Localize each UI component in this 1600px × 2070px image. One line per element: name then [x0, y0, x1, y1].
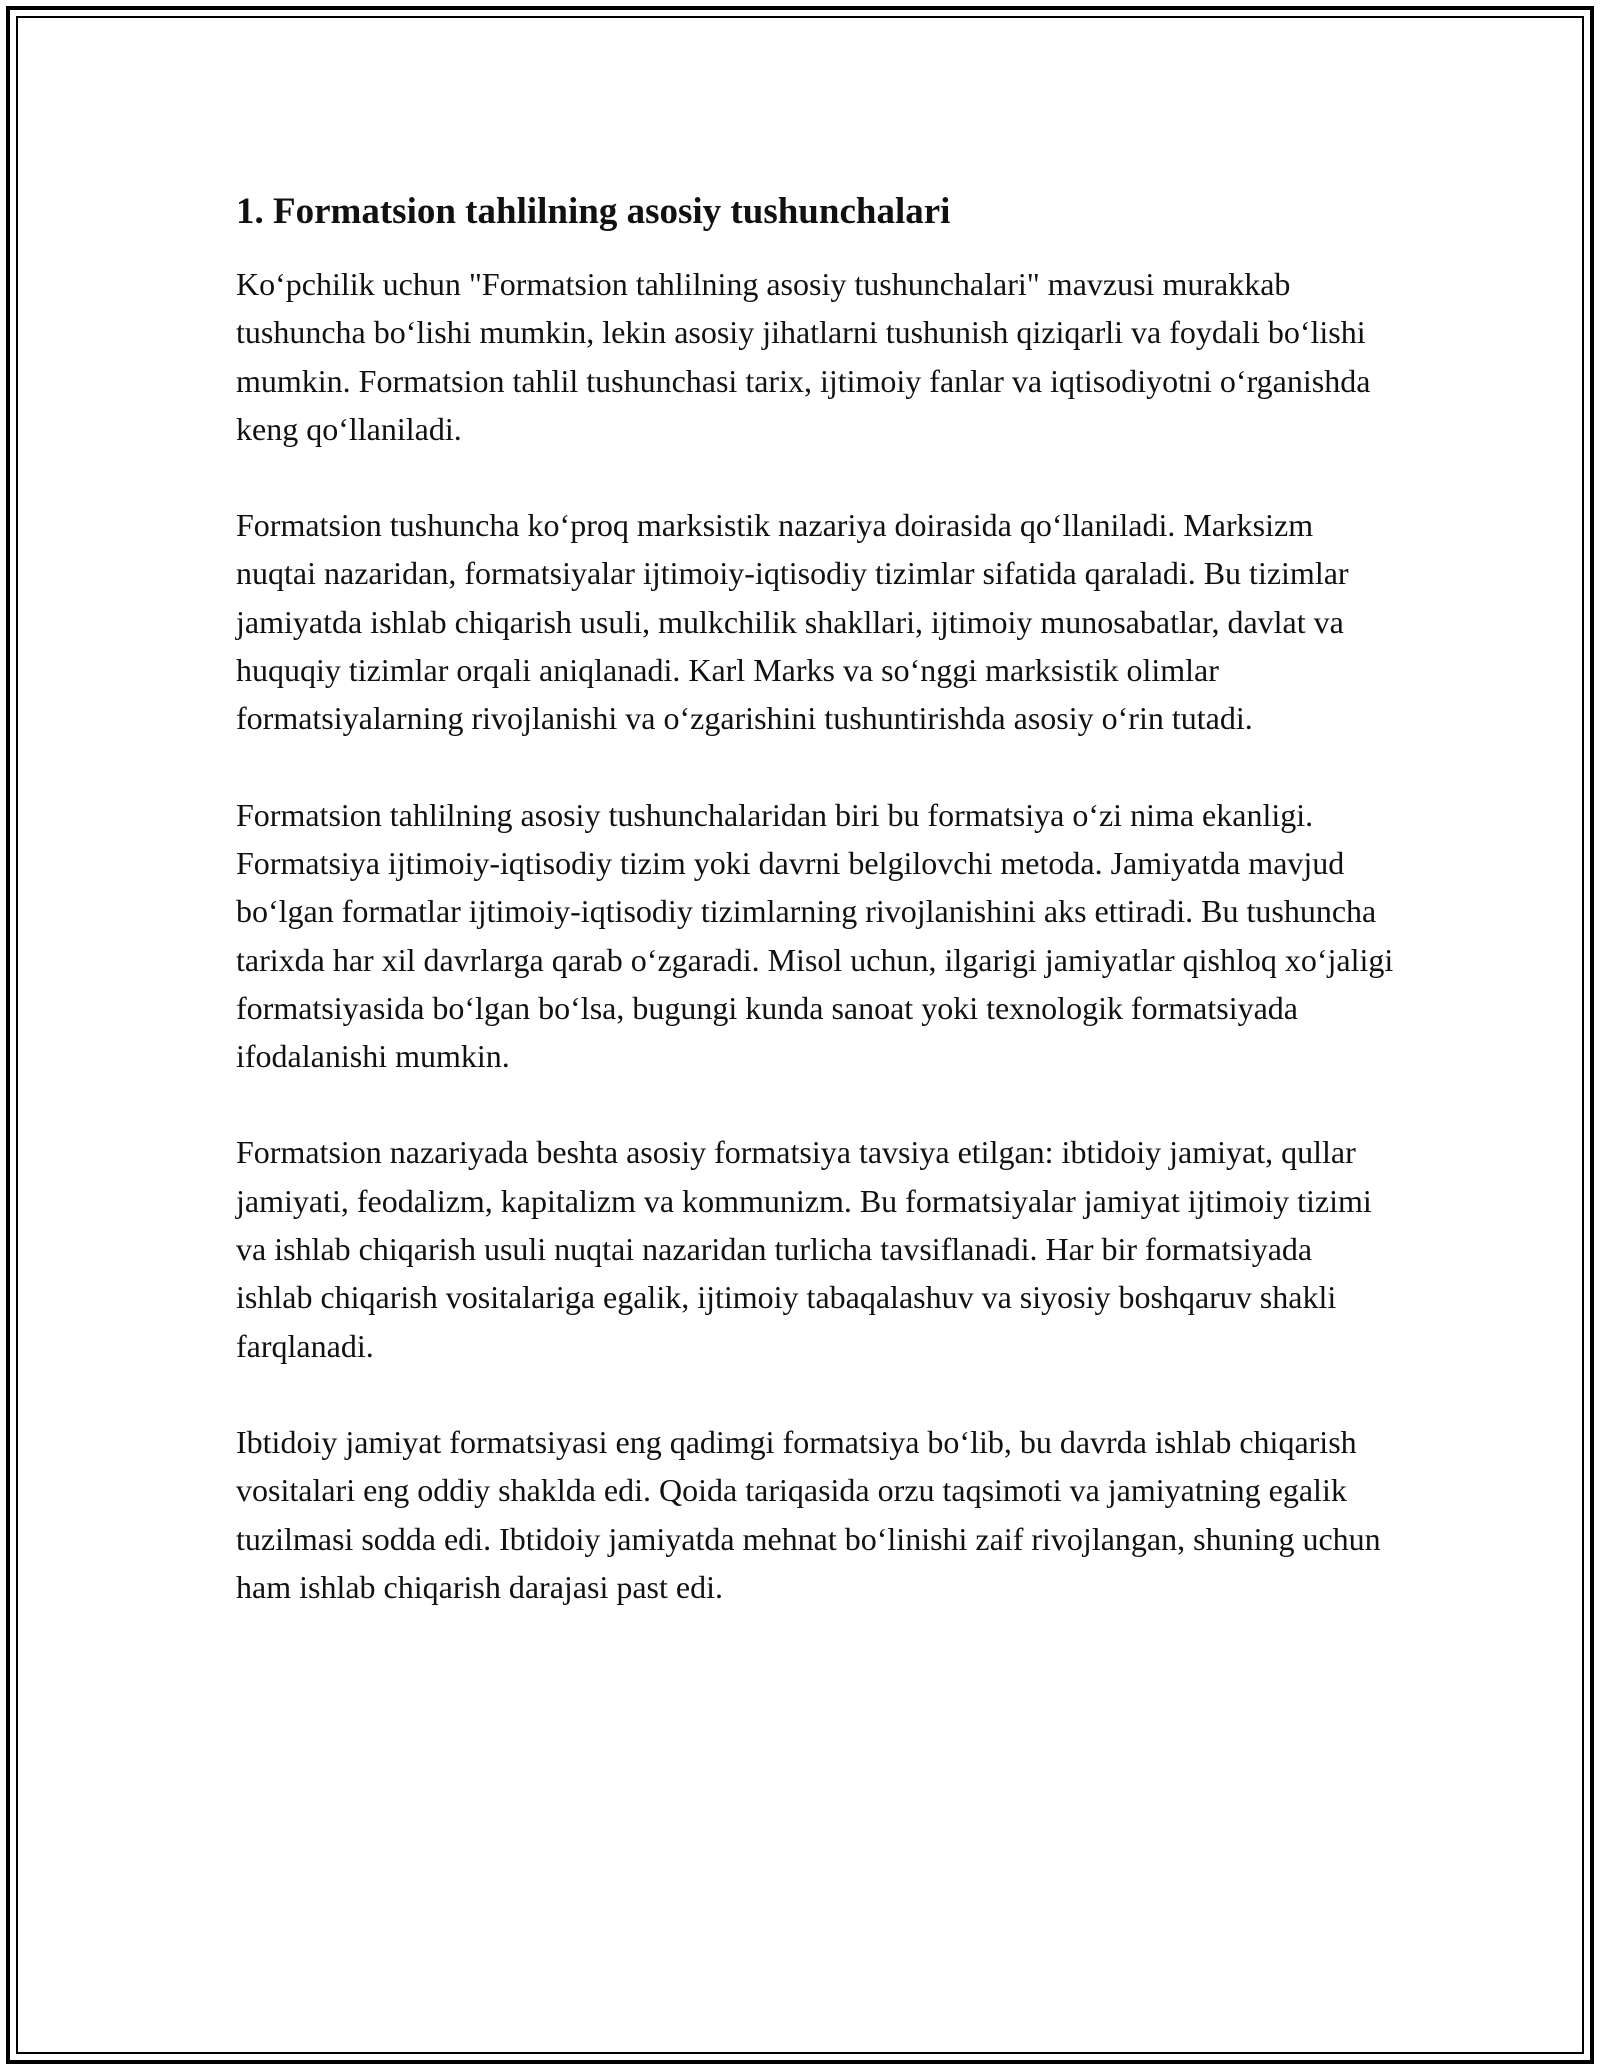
paragraph-5: Ibtidoiy jamiyat formatsiyasi eng qadimgi formatsiya boʻlib, bu davrda ishlab chiqarish vositalari eng oddiy shaklda edi. Qoida tariqasida orzu taqsimoti va jamiyatning egalik tuzilmasi sodda edi. Ibtidoiy jamiyatda mehnat boʻlinishi zaif rivojlangan, shuning uchun ham ishlab chiqarish darajasi past edi.: [236, 1423, 1381, 1605]
paragraph-3: Formatsion tahlilning asosiy tushunchalaridan biri bu formatsiya oʻzi nima ekanligi. Formatsiya ijtimoiy-iqtisodiy tizim yoki davrni belgilovchi metoda. Jamiyatda mavjud boʻlgan formatlar ijtimoiy-iqtisodiy tizimlarning rivojlanishini aks ettiradi. Bu tushuncha tarixda har xil davrlarga qarab oʻzgaradi. Misol uchun, ilgarigi jamiyatlar qishloq xoʻjaligi formatsiyasida boʻlgan boʻlsa, bugungi kunda sanoat yoki texnologik formatsiyada ifodalanishi mumkin.: [236, 796, 1394, 1075]
paragraph-4: Formatsion nazariyada beshta asosiy formatsiya tavsiya etilgan: ibtidoiy jamiyat, qullar jamiyati, feodalizm, kapitalizm va kommunizm. Bu formatsiyalar jamiyat ijtimoiy tizimi va ishlab chiqarish usuli nuqtai nazaridan turlicha tavsiflanadi. Har bir formatsiyada ishlab chiqarish vositalariga egalik, ijtimoiy tabaqalashuv va siyosiy boshqaruv shakli farqlanadi.: [236, 1134, 1372, 1364]
paragraph-1: Koʻpchilik uchun "Formatsion tahlilning asosiy tushunchalari" mavzusi murakkab tushuncha boʻlishi mumkin, lekin asosiy jihatlarni tushunish qiziqarli va foydali boʻlishi mumkin. Formatsion tahlil tushunchasi tarix, ijtimoiy fanlar va iqtisodiyotni oʻrganishda keng qoʻllaniladi.: [236, 266, 1371, 447]
document-body: [236, 188, 1396, 1611]
section-heading: 1. Formatsion tahlilning asosiy tushunchalari: [236, 191, 951, 232]
paragraph-2: Formatsion tushuncha koʻproq marksistik nazariya doirasida qoʻllaniladi. Marksizm nuqtai nazaridan, formatsiyalar ijtimoiy-iqtisodiy tizimlar sifatida qaraladi. Bu tizimlar jamiyatda ishlab chiqarish usuli, mulkchilik shakllari, ijtimoiy munosabatlar, davlat va huquqiy tizimlar orqali aniqlanadi. Karl Marks va soʻnggi marksistik olimlar formatsiyalarning rivojlanishi va oʻzgarishini tushuntirishda asosiy oʻrin tutadi.: [236, 507, 1349, 737]
